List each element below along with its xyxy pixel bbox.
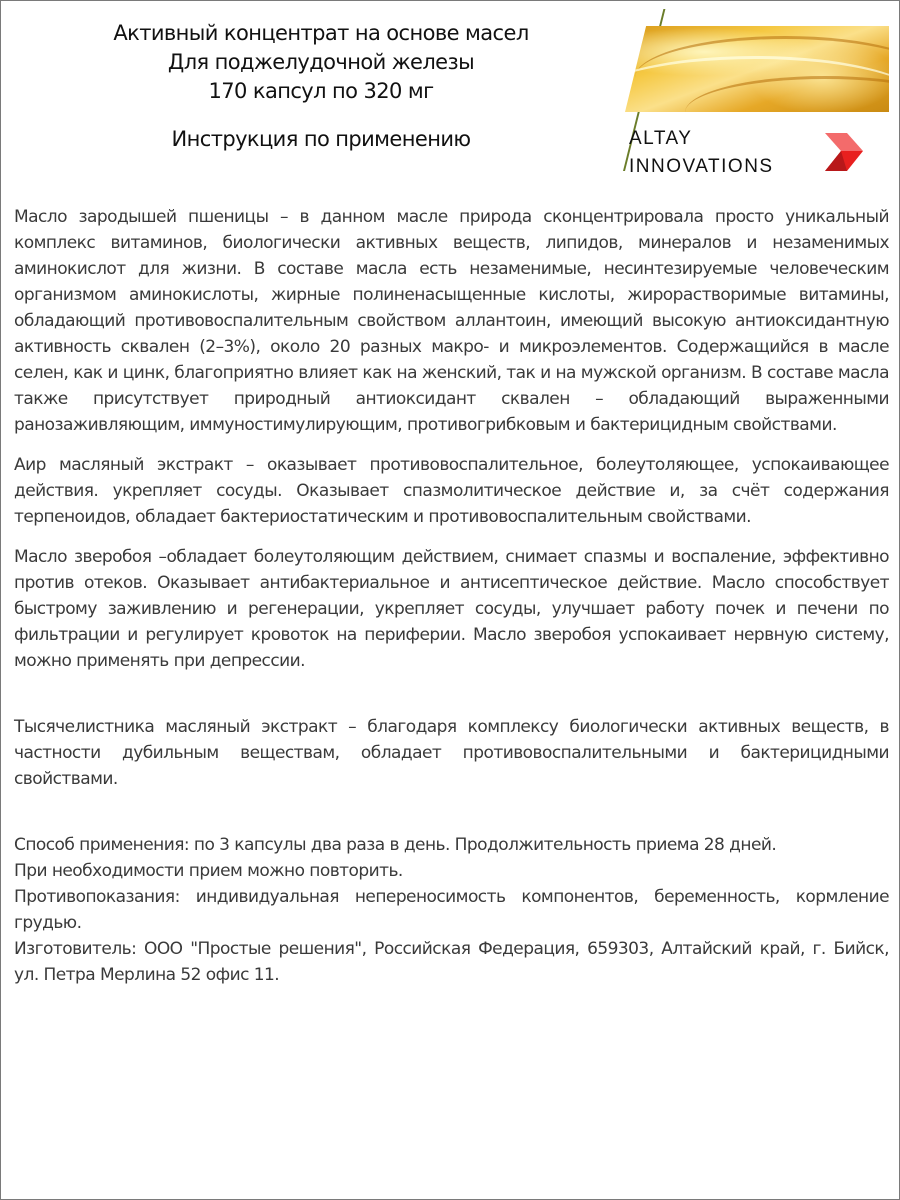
manufacturer-info: Изготовитель: ООО "Простые решения", Российская Федерация, 659303, Алтайский край, г. Бийск, ул. Петра Мерлина 52 офис 11. (14, 939, 889, 985)
usage-info-block (14, 832, 889, 988)
paragraph-st-johns-wort-oil: Масло зверобоя –обладает болеутоляющим действием, снимает спазмы и воспаление, эффективно против отеков. Оказывает антибактериальное и антисептическое действие. Масло способствует быстрому заживлению и регенерации, укрепляет сосуды, улучшает работу почек и печени по фильтрации и регулирует кровоток на периферии. Масло зверобоя успокаивает нервную систему, можно применять при депрессии. (14, 547, 889, 671)
instruction-subtitle: Инструкция по применению (171, 127, 471, 151)
usage-directions: Способ применения: по 3 капсулы два раза в день. Продолжительность приема 28 дней. (14, 835, 777, 855)
oil-image (625, 26, 889, 112)
brand-line-altay: ALTAY (629, 128, 693, 149)
paragraph-calamus-extract: Аир масляный экстракт – оказывает противовоспалительное, болеутоляющее, успокаивающее действия. укрепляет сосуды. Оказывает спазмолитическое действие и, за счёт содержания терпеноидов, обладает бактериостатическим и противовоспалительным свойствами. (14, 455, 889, 527)
title-line-1: Активный концентрат на основе масел (113, 21, 529, 45)
chevron-logo-mark-icon (823, 131, 865, 173)
title-line-2: Для поджелудочной железы (167, 50, 475, 74)
instruction-body (14, 204, 889, 988)
title-line-3: 170 капсул по 320 мг (208, 79, 434, 103)
product-title (21, 19, 621, 106)
brand-name (629, 125, 774, 181)
contraindications: Противопоказания: индивидуальная непереносимость компонентов, беременность, кормление грудью. (14, 887, 889, 933)
repeat-course-note: При необходимости прием можно повторить. (14, 861, 403, 881)
paragraph-yarrow-extract: Тысячелистника масляный экстракт – благодаря комплексу биологически активных веществ, в частности дубильным веществам, обладает противовоспалительными и бактерицидными свойствами. (14, 717, 889, 789)
paragraph-wheat-germ-oil: Масло зародышей пшеницы – в данном масле природа сконцентрировала просто уникальный комплекс витаминов, биологически активных веществ, липидов, минералов и незаменимых аминокислот для жизни. В составе масла есть незаменимые, несинтезируемые человеческим организмом аминокислоты, жирные полиненасыщенные кислоты, жирорастворимые витамины, обладающий противовоспалительным свойством аллантоин, имеющий высокую антиоксидантную активность сквален (2–3%), около 20 разных макро- и микроэлементов. Содержащийся в масле селен, как и цинк, благоприятно влияет как на женский, так и на мужской организм. В составе масла также присутствует природный антиоксидант сквален – обладающий выраженными ранозаживляющим, иммуностимулирующим, противогрибковым и бактерицидным свойствами. (14, 207, 889, 435)
brand-line-innovations: INNOVATIONS (629, 156, 774, 177)
